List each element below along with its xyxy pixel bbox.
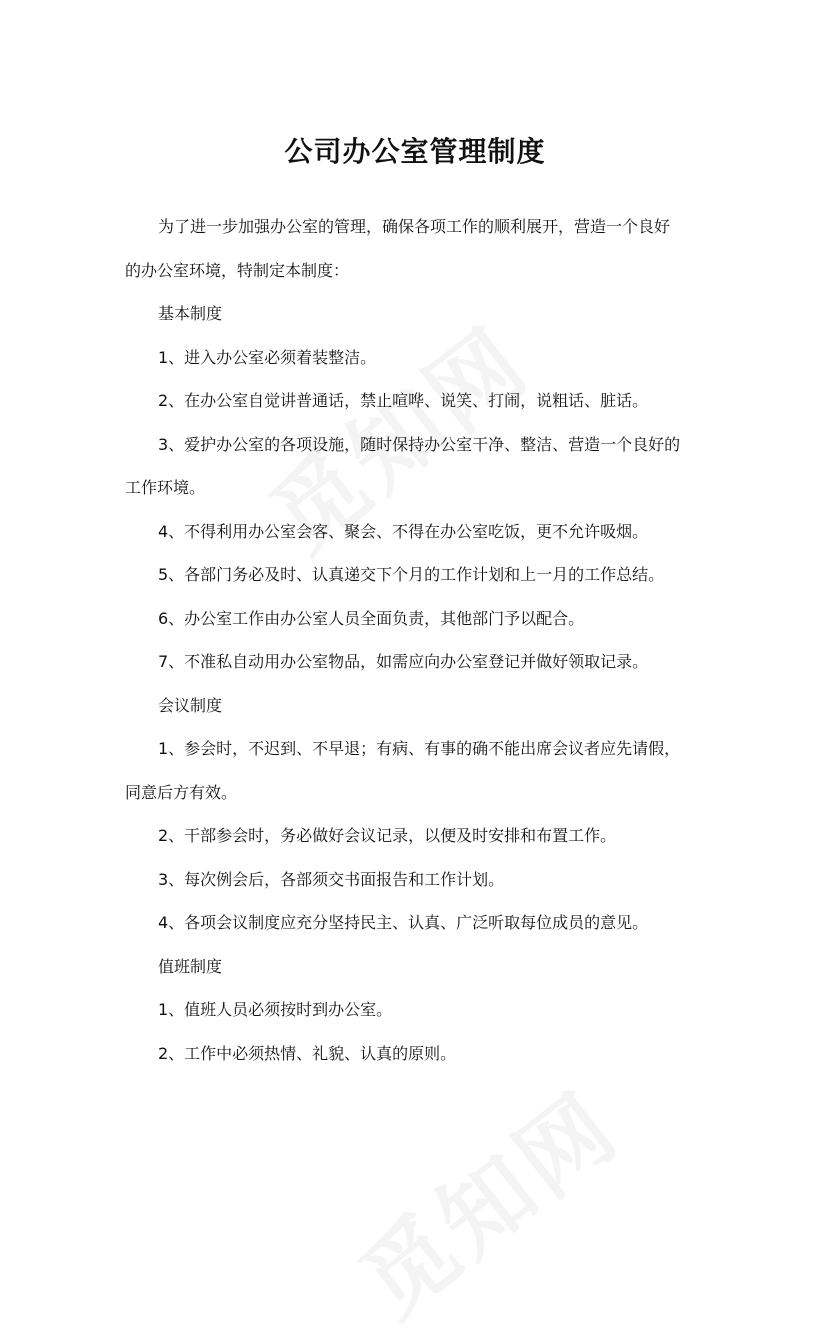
- text-line: 同意后方有效。: [125, 782, 238, 802]
- text-line: 3、爱护办公室的各项设施，随时保持办公室干净、整洁、营造一个良好的: [158, 434, 681, 454]
- text-line: 7、不准私自动用办公室物品，如需应向办公室登记并做好领取记录。: [158, 652, 649, 671]
- text-line: 4、各项会议制度应充分坚持民主、认真、广泛听取每位成员的意见。: [158, 913, 649, 932]
- text-line: 工作环境。: [125, 478, 206, 497]
- text-line: 为了进一步加强办公室的管理，确保各项工作的顺利展开，营造一个良好: [158, 217, 671, 236]
- text-line: 基本制度: [158, 304, 223, 323]
- text-line: 1、值班人员必须按时到办公室。: [158, 1000, 393, 1019]
- text-line: 值班制度: [158, 956, 223, 976]
- text-line: 3、每次例会后，各部须交书面报告和工作计划。: [158, 869, 505, 889]
- text-line: 1、参会时，不迟到、不早退；有病、有事的确不能出席会议者应先请假，: [158, 739, 681, 758]
- page-title: 公司办公室管理制度: [284, 135, 546, 168]
- text-line: 1、进入办公室必须着装整洁。: [158, 347, 377, 367]
- text-line: 2、在办公室自觉讲普通话，禁止喧哗、说笑、打闹，说粗话、脏话。: [158, 391, 649, 410]
- text-line: 会议制度: [158, 695, 223, 715]
- text-line: 2、干部参会时，务必做好会议记录，以便及时安排和布置工作。: [158, 826, 617, 845]
- text-line: 5、各部门务必及时、认真递交下个月的工作计划和上一月的工作总结。: [158, 565, 665, 584]
- text-line: 6、办公室工作由办公室人员全面负责，其他部门予以配合。: [158, 608, 585, 628]
- text-line: 的办公室环境，特制定本制度：: [125, 260, 350, 280]
- document-body: [125, 205, 705, 1075]
- text-line: 2、工作中必须热情、礼貌、认真的原则。: [158, 1043, 457, 1063]
- text-line: 4、不得利用办公室会客、聚会、不得在办公室吃饭，更不允许吸烟。: [158, 521, 649, 541]
